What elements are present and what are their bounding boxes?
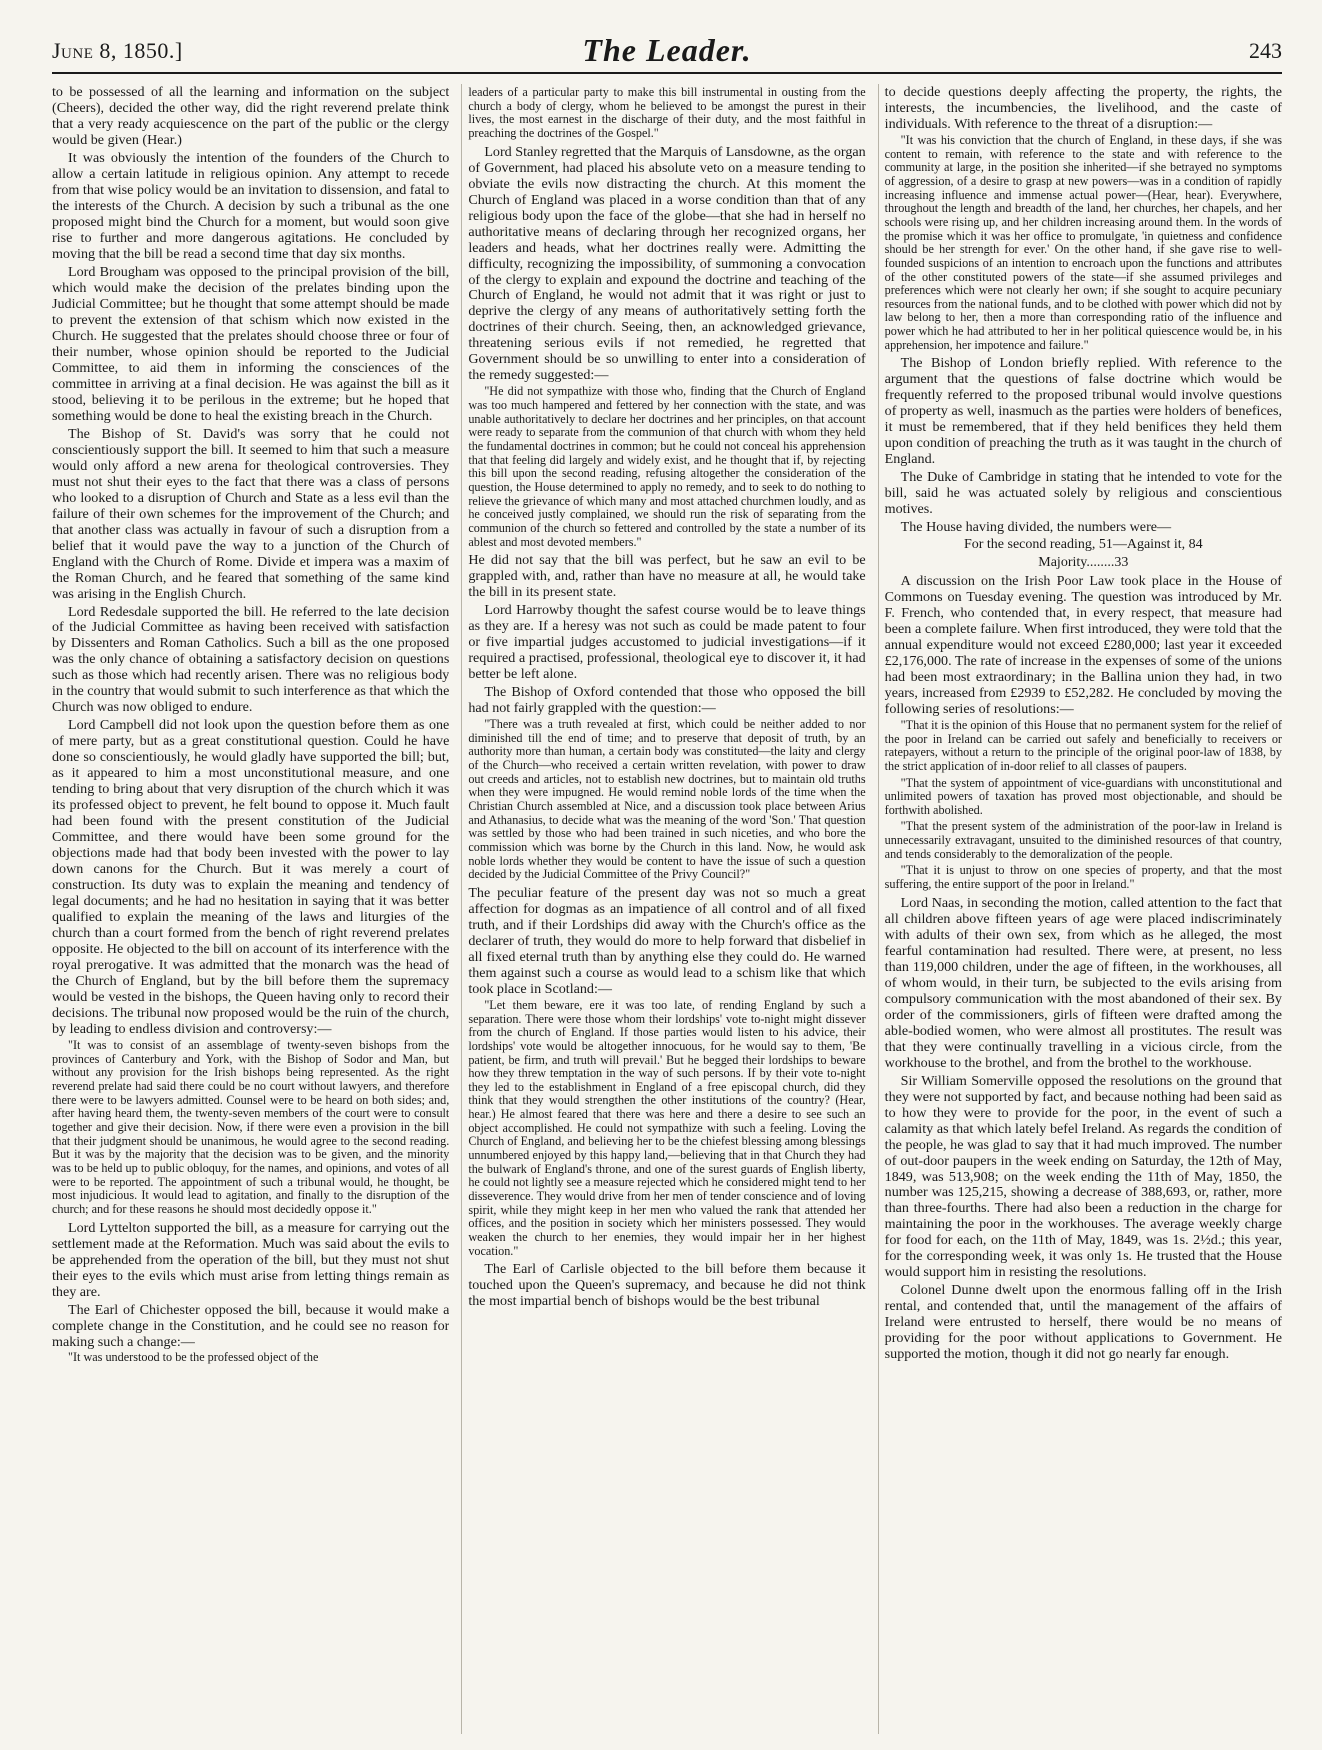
paragraph: Lord Harrowby thought the safest course would be to leave things as they are. If a heresy was not such as could be made patent to four or five impartial judges accustomed to judicial investigations—if it required a practised, professional, theological eye to discover it, it had better be left alone. [468,602,866,683]
paragraph: Lord Redesdale supported the bill. He referred to the late decision of the Judicial Committee as having been received with satisfaction by Dissenters and Roman Catholics. Such a bill as the one proposed was the only chance of obtaining a satisfactory decision on questions such as those which had recently arisen. There was no religious body in the country that would submit to such interference as that which the Church was now obliged to endure. [52,603,450,716]
paragraph: to be possessed of all the learning and information on the subject (Cheers), decided the other way, did the right reverend prelate think that a very ready acquiescence on the part of the public or the clergy would be given (Hear.) [52,84,450,148]
quoted-speech: "He did not sympathize with those who, finding that the Church of England was too much hampered and fettered by her connection with the state, and was unable authoritatively to declare her doctrines and her principles, on that account were ready to separate from the communion of that church with whom they held the fundamental doctrines in common; but he could not conceal his apprehension that that feeling did largely and widely exist, and he thought that if, by rejecting this bill upon the second reading, refusing altogether the consideration of the question, the House determined to apply no remedy, and to seek to do nothing to relieve the grievance of which many and most attached churchmen loudly, and as he conceived justly complained, we should run the risk of separating from the communion of the church so fettered and controlled by the state a number of its ablest and most devoted members." [468,384,866,549]
quoted-speech: "That it is the opinion of this House that no permanent system for the relief of the poor in Ireland can be carried out safely and beneficially to receivers or ratepayers, without a return to the principle of the original poor-law of 1838, by the strict application of in-door relief to all classes of paupers. [884,717,1282,773]
paragraph: The House having divided, the numbers were— [900,519,1172,536]
paragraph: The Earl of Carlisle objected to the bill before them because it touched upon the Queen's supremacy, and because he did not think the most impartial bench of bishops would be the best tribunal [468,1261,866,1310]
paragraph: Lord Naas, in seconding the motion, called attention to the fact that all children above fifteen years of age were placed indiscriminately with adults of their own sex, from which as he alleged, the most fearful contamination had resulted. There were, at present, no less than 119,000 children, under the age of fifteen, in the workhouses, all of whom would, in their turn, be subjected to the evils arising from compulsory communication with the most abandoned of their sex. By order of the commissioners, girls of fifteen were drafted among the able-bodied women, who were almost all prostitutes. The result was that they were continually travelling in a vicious circle, from the workhouse to the brothel, and from the brothel to the workhouse. [884,894,1282,1071]
column-3 [878,84,1282,1734]
paragraph: It was obviously the intention of the founders of the Church to allow a certain latitude in religious opinion. Any attempt to recede from that wise policy would be an invitation to dissension, and fatal to the interests of the Church. A decision by such a tribunal as the one proposed might bind the Church for a moment, but would soon give rise to further and more dangerous agitations. He concluded by moving that the bill be read a second time that day six months. [52,149,450,262]
paragraph: The Bishop of Oxford contended that those who opposed the bill had not fairly grappled with the question:— [468,684,866,717]
paragraph: Sir William Somerville opposed the resolutions on the ground that they were not supported by fact, and because nothing had been said as to how they were to provide for the poor, in the event of such a calamity as that which lately befel Ireland. As regards the condition of the people, he was glad to say that it had much improved. The number of out-door paupers in the week ending on Saturday, the 12th of May, 1849, was 513,908; on the week ending the 11th of May, 1850, the number was 125,215, showing a decrease of 388,693, or, rather, more than three-fourths. There had also been a reduction in the charge for maintaining the poor in the workhouses. The average weekly charge for food for each, on the 11th of May, 1849, was 1s. 2½d.; this year, for the corresponding week, it was only 1s. He trusted that the House would support him in resisting the resolutions. [884,1072,1282,1281]
paragraph: Lord Lyttelton supported the bill, as a measure for carrying out the settlement made at the Reformation. Much was said about the evils to be apprehended from the operation of the bill, but they must not shut their eyes to the evils which must arise from letting things remain as they are. [52,1219,450,1300]
paragraph: The peculiar feature of the present day was not so much a great affection for dogmas as an impatience of all control and of all fixed truth, and if their Lordships did away with the Church's office as the declarer of truth, they would do more to help forward that disbelief in all fixed eternal truth than by anything else they could do. He warned them against such a course as would lead to a schism like that which took place in Scotland:— [468,884,866,997]
paragraph: to decide questions deeply affecting the property, the rights, the interests, the incumbencies, the livelihood, and the caste of individuals. With reference to the threat of a disruption:— [884,84,1282,132]
column-1 [52,84,449,1734]
paragraph: The Duke of Cambridge in stating that he intended to vote for the bill, said he was actuated solely by religious and conscientious motives. [884,469,1282,518]
quoted-speech: "That the present system of the administration of the poor-law in Ireland is unnecessarily extravagant, unsuited to the diminished resources of that country, and tends considerably to the demoralization of the people. [884,819,1282,861]
issue-date: June 8, 1850.] [52,38,183,63]
paragraph: He did not say that the bill was perfect, but he saw an evil to be grappled with, and, rather than have no measure at all, he would take the bill in its present state. [468,552,866,601]
masthead [52,28,1282,74]
paragraph: The Bishop of London briefly replied. With reference to the argument that the questions of false doctrine which would be frequently referred to the proposed tribunal would involve questions of property as well, inasmuch as the parties were holders of benefices, it must be remembered, that if they held benifices they held them upon condition of preaching the truth as it was taught in the church of England. [884,355,1282,468]
quoted-speech: leaders of a particular party to make this bill instrumental in ousting from the church a body of clergy, whom he believed to be amongst the purest in their lives, the most earnest in the discharge of their duty, and the most faithful in preaching the doctrines of the Gospel." [468,85,866,140]
quoted-speech: "There was a truth revealed at first, which could be neither added to nor diminished till the end of time; and to preserve that deposit of truth, by an authority more than human, a certain body was constituted—the laity and clergy of the Church—who received a certain written revelation, with power to draw out creeds and articles, not to establish new doctrines, but to maintain old truths when they were impugned. He would remind noble lords of the time when the Christian Church assembled at Nice, and a discussion took place between Arius and Athanasius, to decide what was the meaning of the word 'Son.' That question was settled by those who had been trained in such niceties, and who bore the commission which was borne by the Church in this land. Now, he would ask noble lords whether they would be content to have the issue of such a question decided by the Judicial Committee of the Privy Council?" [468,717,866,882]
paragraph: Colonel Dunne dwelt upon the enormous falling off in the Irish rental, and contended that, until the management of the affairs of Ireland were entrusted to herself, there would be no means of providing for the poor without applications to Government. He supported the motion, though it did not go nearly far enough. [884,1282,1282,1363]
paragraph: The Earl of Chichester opposed the bill, because it would make a complete change in the Constitution, and he could see no reason for making such a change:— [52,1301,450,1350]
quoted-speech: "It was his conviction that the church of England, in these days, if she was content to remain, with reference to the state and with reference to the community at large, in the position she inherited—if she betrayed no symptoms of aggression, of a desire to grasp at new powers—was in a condition of rapidly increasing influence and immense actual power—(Hear, hear). Everywhere, throughout the length and breadth of the land, her churches, her chapels, and her schools were rising up, and her children increasing around them. In the words of the promise which it was her office to promulgate, 'in quietness and confidence should be her strength for ever.' On the other hand, if she gave rise to well-founded suspicions of an intention to encroach upon the functions and attributes of the other constituted powers of the state—if she assumed privileges and preferences which were not clearly her own; if she sought to acquire pecuniary resources from the national funds, and to be clothed with power which did not by law belong to her, then a more than corresponding ratio of the influence and power which he had attributed to her in her political quiescence would be, in his apprehension, her impotence and failure." [884,132,1282,352]
quoted-speech: "It was to consist of an assemblage of twenty-seven bishops from the provinces of Canterbury and York, with the Bishop of Sodor and Man, but without any provision for the Irish bishops being represented. As the right reverend prelate had said there could be no court without lawyers, and therefore there were to be lawyers admitted. Counsel were to be heard on both sides; and, after having heard them, the twenty-seven members of the court were to consult together and give their decision. Now, if there were even a provision in the bill that their judgment should be unanimous, he would agree to the second reading. But it was by the majority that the decision was to be given, and the minority was to be held up to public obloquy, for the names, and opinions, and votes of all were to be reported. The appointment of such a tribunal would, he thought, be most injudicious. It would lead to agitation, and finally to the disruption of the church; and for these reasons he should most decidedly oppose it." [52,1038,450,1216]
paragraph: Lord Stanley regretted that the Marquis of Lansdowne, as the organ of Government, had placed his absolute veto on a measure tending to obviate the evils now distracting the church. At this moment the Church of England was placed in a worse condition than that of any religious body upon the face of the globe—that she had in herself no authoritative means of declaring through her recognized organs, her leaders and heads, what her doctrines really were. Admitting the difficulty, recognizing the impossibility, of summoning a convocation of the clergy to explain and expound the doctrine and teaching of the Church of England, he would not admit that it was right or just to deprive the clergy of any means of authoritatively setting forth the doctrines of their church. Seeing, then, an acknowledged grievance, threatening serious evils if not remedied, he regretted that Government should be so unwilling to enter into a consideration of the remedy suggested:— [468,143,866,384]
paragraph: Lord Brougham was opposed to the principal provision of the bill, which would make the decision of the prelates binding upon the Judicial Committee; but he thought that some attempt should be made to prevent the extension of that schism which now existed in the Church. He suggested that the prelates should choose three or four of their number, whose opinion should be reported to the Judicial Committee, to aid them in informing the consciences of the committee in arriving at a final decision. He was against the bill as it stood, believing it to be perilous in the extreme; but he hoped that something would be done to heal the existing breach in the Church. [52,263,450,424]
paragraph: A discussion on the Irish Poor Law took place in the House of Commons on Tuesday evening. The question was introduced by Mr. F. French, who contended that, in every respect, that measure had been a complete failure. When first introduced, they were told that the annual expenditure would not exceed £280,000; last year it exceeded £2,176,000. The rate of increase in the expenses of some of the unions had been most extraordinary; in the Ballina union they had, in two years, increased from £2939 to £52,282. He concluded by moving the following series of resolutions:— [884,573,1282,717]
quoted-speech: "That the system of appointment of vice-guardians with unconstitutional and unlimited powers of taxation has proved most objectionable, and should be forthwith abolished. [884,775,1282,817]
page-number: 243 [1249,38,1282,63]
division-result: Majority........33 [1038,555,1129,571]
quoted-speech: "Let them beware, ere it was too late, of rending England by such a separation. There were those whom their lordships' vote to-night might dissever from the church of England. If those parties would listen to his advice, their lordships' vote would be altogether innocuous, for he would say to them, 'Be patient, be firm, and truth will prevail.' But he begged their lordships to beware how they threw temptation in the way of such persons. If by their vote to-night they led to the establishment in England of a free episcopal church, did they think that they would strengthen the other institutions of the country? (Hear, hear.) He almost feared that there was here and there a desire to see such an object accomplished. He could not sympathize with such a feeling. Loving the Church of England, and believing her to be the chiefest blessing among blessings unnumbered enjoyed by this happy land,—believing that in that Church they had the bulwark of England's throne, and one of the surest guards of English liberty, he could not lightly see a measure rejected which he considered might tend to her disseverence. They would drive from her men of tender conscience and of loving spirit, while they might keep in her men who valued the rank that attended her offices, and the position in society which her ministers possessed. They would weaken the church to her enemies, they would impair her in her highest vocation." [468,997,866,1258]
division-result: For the second reading, 51—Against it, 84 [963,537,1203,553]
newspaper-title: The Leader. [582,32,752,68]
column-2 [461,84,865,1734]
quoted-speech: "It was understood to be the professed object of the [68,1350,319,1365]
article-columns [52,84,1282,1734]
paragraph: Lord Campbell did not look upon the question before them as one of mere party, but as a great constitutional question. Could he have done so conscientiously, he would gladly have supported the bill; but, as it appeared to him a most unconstitutional measure, and one tending to bring about that very disruption of the church which it was its professed object to prevent, he felt bound to oppose it. Much fault had been found with the present constitution of the Judicial Committee, and there would have been some ground for the objections made had that body been invested with the power to lay down canons for the Church. But it was merely a court of construction. Its duty was to explain the meaning and tendency of legal documents; and he had no hesitation in saying that it was better qualified to explain the meaning of the laws and liturgies of the church than a court formed from the bench of right reverend prelates opposite. He objected to the bill on account of its interference with the royal prerogative. It was admitted that the monarch was the head of the Church of England, but by the bill before them the supremacy would be vested in the bishops, the Queen having only to record their decisions. The tribunal now proposed would be the ruin of the church, by leading to endless division and controversy:— [52,717,450,1038]
paragraph: The Bishop of St. David's was sorry that he could not conscientiously support the bill. It seemed to him that such a measure would only afford a new arena for theological controversies. They must not shut their eyes to the fact that there was a class of persons who looked to a disruption of Church and State as a less evil than the failure of their own schemes for the improvement of the Church; and that another class was actually in favour of such a disruption from a belief that it would pave the way to a junction of the Church of England with the Church of Rome. Divide et impera was a maxim of the Roman Church, and he feared that something of the same kind was arising in the English Church. [52,425,450,602]
quoted-speech: "That it is unjust to throw on one species of property, and that the most suffering, the entire support of the poor in Ireland." [884,863,1282,892]
